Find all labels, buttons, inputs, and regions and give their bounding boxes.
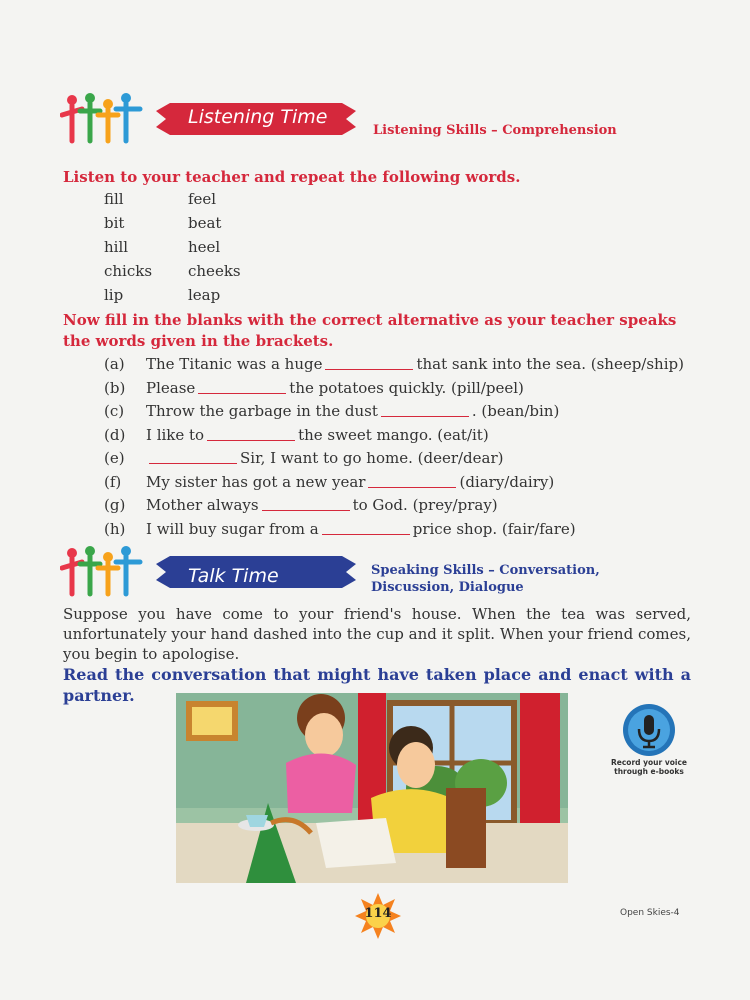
sentence-label: (d): [104, 425, 126, 444]
sentence-label: (c): [104, 402, 125, 420]
word-a: chicks: [104, 262, 153, 280]
word-pairs-list: [104, 190, 241, 310]
answer-blank[interactable]: [325, 355, 413, 370]
word-pair-row: [104, 190, 241, 214]
word-a: hill: [104, 238, 129, 256]
sentence-after: (diary/dairy): [459, 472, 555, 491]
book-footer: Open Skies-4: [620, 908, 680, 918]
sentence-before: Throw the garbage in the dust: [146, 402, 378, 420]
sentence-after: to God. (prey/pray): [352, 496, 498, 514]
word-b: leap: [188, 286, 221, 304]
kids-logo-icon: [60, 93, 152, 145]
answer-blank[interactable]: [381, 402, 469, 417]
listening-subtitle: Listening Skills – Comprehension: [373, 123, 617, 138]
listening-header: [60, 93, 700, 145]
sentence-label: (h): [104, 519, 126, 538]
talk-instruction: Read the conversation that might have taken place and enact with a partner.: [63, 665, 691, 705]
answer-blank[interactable]: [368, 473, 456, 488]
answer-blank[interactable]: [149, 449, 237, 464]
microphone-icon[interactable]: [622, 703, 676, 757]
sentence-after: that sank into the sea. (sheep/ship): [416, 355, 684, 373]
sentence-after: price shop. (fair/fare): [412, 519, 576, 538]
blank-sentence: [104, 496, 684, 520]
sentence-before: My sister has got a new year: [146, 472, 366, 491]
word-pair-row: [104, 262, 241, 286]
answer-blank[interactable]: [198, 379, 286, 394]
sentence-after: Sir, I want to go home. (deer/dear): [240, 449, 504, 467]
sentence-label: (b): [104, 378, 126, 397]
word-b: cheeks: [188, 262, 241, 280]
blank-sentence: [104, 473, 684, 497]
word-pair-row: [104, 238, 241, 262]
talk-subtitle: [371, 562, 600, 596]
blank-sentence: [104, 402, 684, 426]
answer-blank[interactable]: [322, 520, 410, 535]
fill-blanks-instruction: Now fill in the blanks with the correct alternative as your teacher speaks the words given in the brackets.: [63, 311, 677, 350]
word-a: fill: [104, 190, 124, 208]
blank-sentence: [104, 449, 684, 473]
word-a: bit: [104, 214, 125, 232]
kids-logo-icon: [60, 546, 152, 598]
listening-instruction: Listen to your teacher and repeat the following words.: [63, 168, 521, 186]
answer-blank[interactable]: [207, 426, 295, 441]
word-a: lip: [104, 286, 124, 304]
apology-scene-illustration: [176, 693, 568, 883]
word-pair-row: [104, 286, 241, 310]
blank-sentence: [104, 379, 684, 403]
talk-header: [60, 546, 700, 598]
word-pair-row: [104, 214, 241, 238]
sentence-label: (f): [104, 472, 122, 491]
blank-sentence: [104, 520, 684, 544]
record-caption-line: through e-books: [614, 767, 684, 776]
sentence-before: I like to: [146, 425, 205, 444]
sentence-before: Please: [146, 378, 196, 397]
sentence-after: . (bean/bin): [471, 402, 560, 420]
word-b: heel: [188, 238, 221, 256]
listening-banner-title: Listening Time: [188, 106, 328, 128]
record-voice-caption: [600, 758, 698, 776]
word-b: feel: [188, 190, 217, 208]
sentence-after: the potatoes quickly. (pill/peel): [289, 378, 524, 397]
scenario-paragraph: Suppose you have come to your friend's house. When the tea was served, unfortunately your hand dashed into the cup and it split. When your friend comes, you begin to apologise.: [63, 605, 691, 663]
talk-banner-title: Talk Time: [188, 565, 279, 587]
sentence-before: The Titanic was a huge: [146, 355, 323, 373]
sentence-label: (e): [104, 449, 125, 467]
talk-subtitle-line: Speaking Skills – Conversation,: [371, 563, 600, 578]
talk-subtitle-line: Discussion, Dialogue: [371, 580, 524, 595]
page-number: 114: [364, 906, 392, 921]
sentence-before: I will buy sugar from a: [146, 519, 319, 538]
sentence-label: (a): [104, 355, 125, 373]
answer-blank[interactable]: [262, 496, 350, 511]
sentence-after: the sweet mango. (eat/it): [298, 425, 489, 444]
sentence-before: Mother always: [146, 496, 259, 514]
word-b: beat: [188, 214, 222, 232]
sentence-label: (g): [104, 496, 126, 514]
blank-sentence: [104, 355, 684, 379]
fill-blanks-list: [104, 355, 684, 543]
blank-sentence: [104, 426, 684, 450]
record-caption-line: Record your voice: [611, 758, 687, 767]
